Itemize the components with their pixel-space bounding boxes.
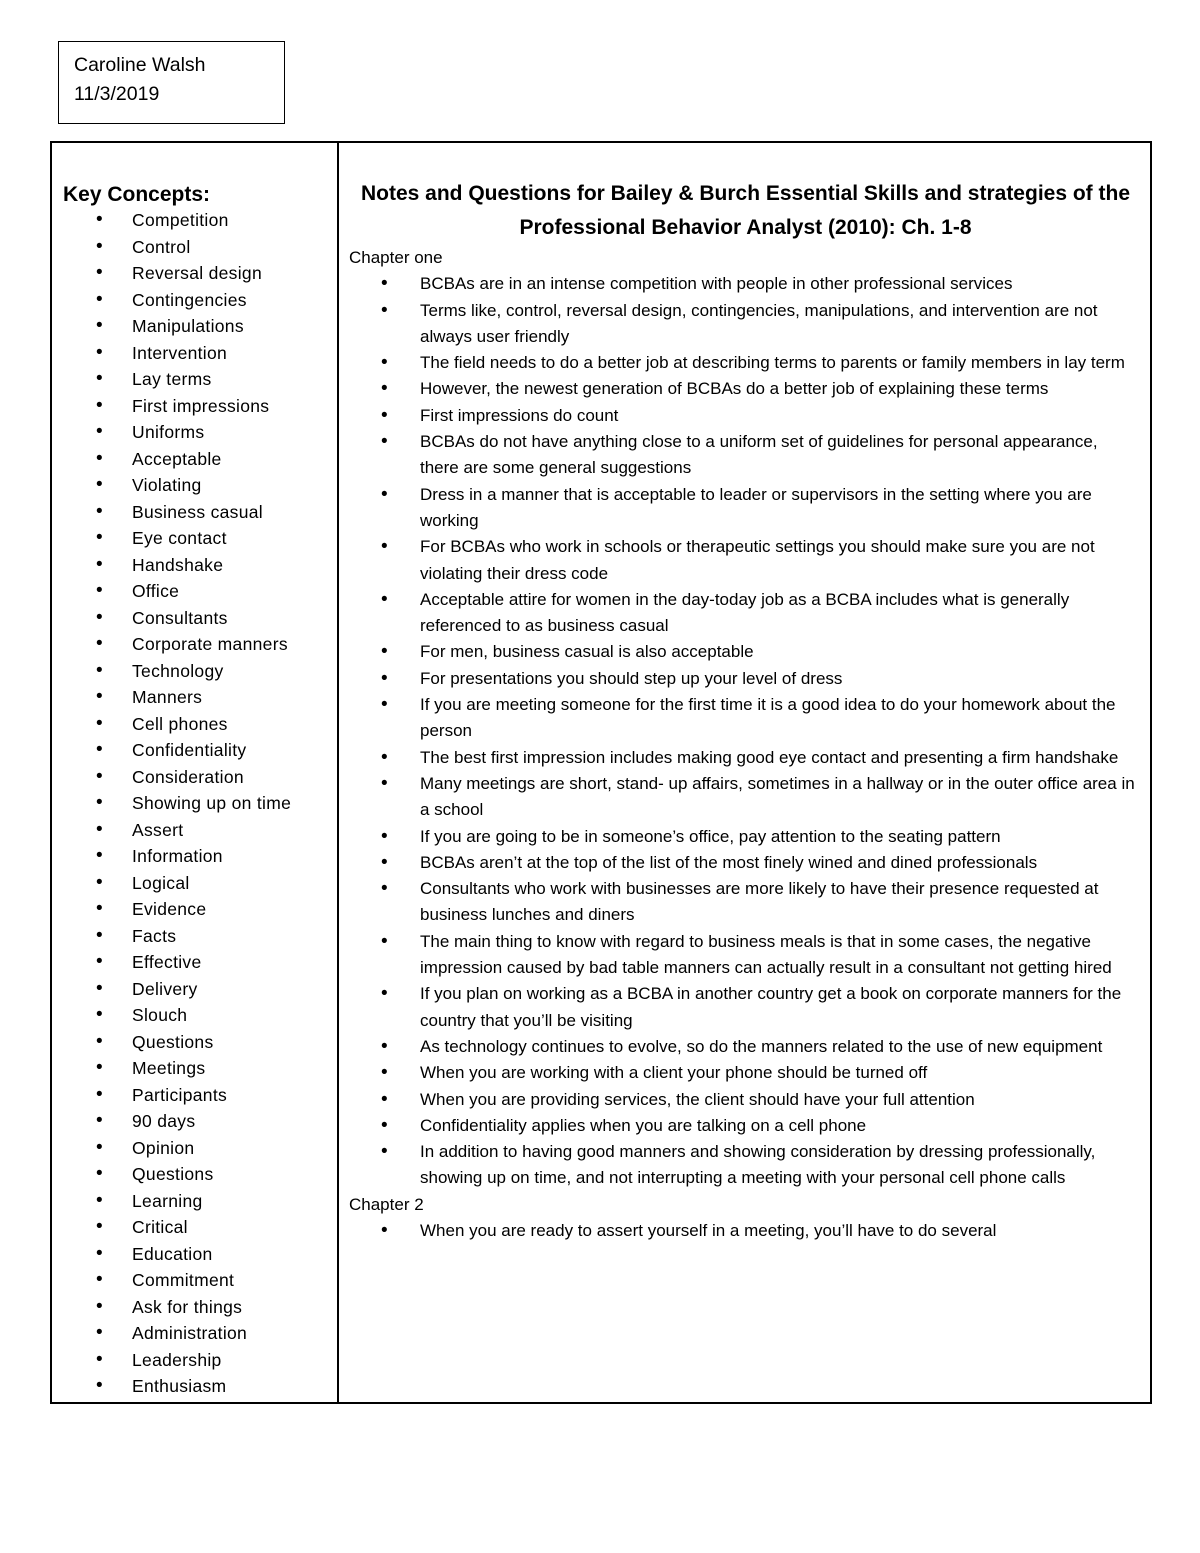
chapter-one-notes [349, 271, 1138, 1191]
note-item: • BCBAs aren’t at the top of the list of the most finely wined and dined professionals [349, 850, 1138, 876]
key-concept-item: • Delivery [63, 976, 337, 1003]
key-concept-item: • Opinion [63, 1135, 337, 1162]
key-concept-item: • Control [63, 234, 337, 261]
note-item: • If you are going to be in someone’s office, pay attention to the seating pattern [349, 824, 1138, 850]
key-concept-item: • Uniforms [63, 419, 337, 446]
key-concept-item: • Eye contact [63, 525, 337, 552]
author-name: Caroline Walsh [74, 54, 206, 76]
key-concept-item: • Questions [63, 1161, 337, 1188]
key-concept-item: • Intervention [63, 340, 337, 367]
key-concept-item: • Confidentiality [63, 737, 337, 764]
key-concept-item: • Slouch [63, 1002, 337, 1029]
key-concept-item: • Education [63, 1241, 337, 1268]
key-concept-item: • Commitment [63, 1267, 337, 1294]
key-concept-item: • Consultants [63, 605, 337, 632]
note-item: • Consultants who work with businesses are more likely to have their presence requested at business lunches and diners [349, 876, 1138, 929]
key-concept-item: • Reversal design [63, 260, 337, 287]
document-date: 11/3/2019 [74, 83, 160, 105]
note-item: • Terms like, control, reversal design, contingencies, manipulations, and intervention are not always user friendly [349, 298, 1138, 351]
note-item: • The field needs to do a better job at describing terms to parents or family members in lay term [349, 350, 1138, 376]
key-concept-item: • Logical [63, 870, 337, 897]
note-item: • However, the newest generation of BCBAs do a better job of explaining these terms [349, 376, 1138, 402]
note-item: • Dress in a manner that is acceptable to leader or supervisors in the setting where you are working [349, 482, 1138, 535]
key-concept-item: • Corporate manners [63, 631, 337, 658]
key-concept-item: • First impressions [63, 393, 337, 420]
notes-column [339, 143, 1150, 1402]
key-concept-item: • Consideration [63, 764, 337, 791]
note-item: • Confidentiality applies when you are talking on a cell phone [349, 1113, 1138, 1139]
key-concept-item: • Showing up on time [63, 790, 337, 817]
key-concept-item: • Questions [63, 1029, 337, 1056]
note-item: • BCBAs are in an intense competition with people in other professional services [349, 271, 1138, 297]
note-item: • When you are ready to assert yourself in a meeting, you’ll have to do several [349, 1218, 1138, 1244]
notes-title: Notes and Questions for Bailey & Burch Essential Skills and strategies of the Professional Behavior Analyst (2010): Ch. 1-8 [360, 182, 1131, 239]
chapter-two-heading: Chapter 2 [349, 1194, 424, 1214]
name-date-box [58, 41, 285, 124]
key-concept-item: • Handshake [63, 552, 337, 579]
key-concepts-column [52, 143, 339, 1402]
key-concept-item: • Ask for things [63, 1294, 337, 1321]
note-item: • If you plan on working as a BCBA in another country get a book on corporate manners for the country that you’ll be visiting [349, 981, 1138, 1034]
note-item: • In addition to having good manners and showing consideration by dressing professionally, showing up on time, and not interrupting a meeting with your personal cell phone calls [349, 1139, 1138, 1192]
note-item: • BCBAs do not have anything close to a uniform set of guidelines for personal appearance, there are some general suggestions [349, 429, 1138, 482]
key-concept-item: • Administration [63, 1320, 337, 1347]
key-concept-item: • Meetings [63, 1055, 337, 1082]
key-concept-item: • Critical [63, 1214, 337, 1241]
key-concept-item: • Contingencies [63, 287, 337, 314]
key-concept-item: • Violating [63, 472, 337, 499]
note-item: • When you are providing services, the client should have your full attention [349, 1087, 1138, 1113]
note-item: • For BCBAs who work in schools or therapeutic settings you should make sure you are not violating their dress code [349, 534, 1138, 587]
key-concept-item: • Office [63, 578, 337, 605]
key-concept-item: • Lay terms [63, 366, 337, 393]
chapter-two-notes [349, 1218, 1138, 1244]
key-concept-item: • Acceptable [63, 446, 337, 473]
key-concept-item: • Manipulations [63, 313, 337, 340]
chapter-one-heading: Chapter one [349, 248, 443, 267]
key-concept-item: • Facts [63, 923, 337, 950]
key-concept-item: • Learning [63, 1188, 337, 1215]
note-item: • When you are working with a client your phone should be turned off [349, 1060, 1138, 1086]
notes-table [50, 141, 1152, 1404]
key-concept-item: • Technology [63, 658, 337, 685]
key-concepts-list [63, 207, 337, 1400]
note-item: • For men, business casual is also acceptable [349, 639, 1138, 665]
key-concept-item: • Manners [63, 684, 337, 711]
key-concept-item: • 90 days [63, 1108, 337, 1135]
key-concept-item: • Leadership [63, 1347, 337, 1374]
key-concept-item: • Business casual [63, 499, 337, 526]
note-item: • The best first impression includes making good eye contact and presenting a firm handshake [349, 745, 1138, 771]
note-item: • First impressions do count [349, 403, 1138, 429]
key-concept-item: • Competition [63, 207, 337, 234]
note-item: • Many meetings are short, stand- up affairs, sometimes in a hallway or in the outer office area in a school [349, 771, 1138, 824]
note-item: • For presentations you should step up your level of dress [349, 666, 1138, 692]
note-item: • If you are meeting someone for the first time it is a good idea to do your homework about the person [349, 692, 1138, 745]
key-concept-item: • Effective [63, 949, 337, 976]
key-concept-item: • Information [63, 843, 337, 870]
note-item: • Acceptable attire for women in the day-today job as a BCBA includes what is generally referenced to as business casual [349, 587, 1138, 640]
key-concept-item: • Evidence [63, 896, 337, 923]
key-concept-item: • Cell phones [63, 711, 337, 738]
note-item: • The main thing to know with regard to business meals is that in some cases, the negative impression caused by bad table manners can actually result in a consultant not getting hired [349, 929, 1138, 982]
note-item: • As technology continues to evolve, so do the manners related to the use of new equipment [349, 1034, 1138, 1060]
key-concept-item: • Enthusiasm [63, 1373, 337, 1400]
key-concept-item: • Participants [63, 1082, 337, 1109]
key-concept-item: • Assert [63, 817, 337, 844]
key-concepts-title: Key Concepts: [63, 183, 211, 206]
